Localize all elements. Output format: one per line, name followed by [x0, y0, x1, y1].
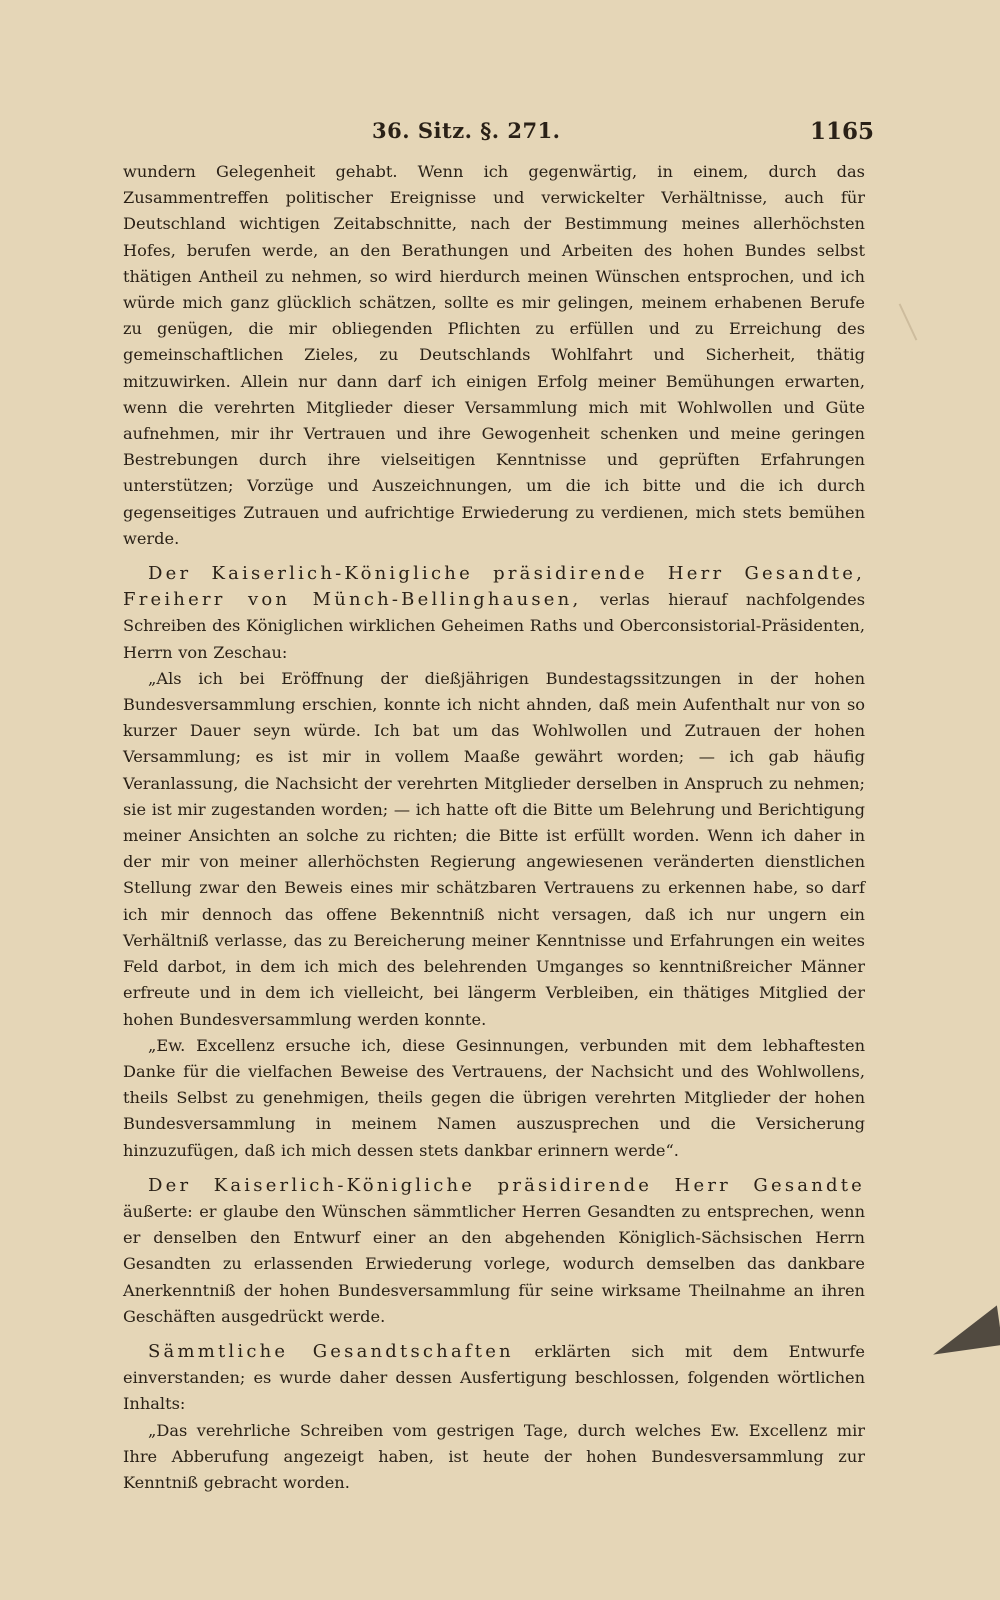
paragraph-continuation	[123, 159, 865, 552]
paragraph-letter-part-2	[123, 1033, 865, 1164]
paragraph-presiding-envoy-remarks	[123, 1173, 865, 1330]
spaced-name: Sämmtliche Gesandtschaften	[148, 1340, 514, 1362]
paragraph-text: verlas hierauf nachfolgendes Schreiben des Königlichen wirklichen Geheimen Raths und Oberconsistorial-Präsidenten, Herrn von Zeschau:	[123, 590, 866, 662]
page-corner-shadow	[928, 1305, 1000, 1354]
session-reference: 36. Sitz. §. 271.	[372, 118, 561, 143]
paragraph-text: „Das verehrliche Schreiben vom gestrigen Tage, durch welches Ew. Excellenz mir Ihre Abberufung angezeigt haben, ist heute der hohen Bundesversammlung zur Kenntniß gebracht worden.	[123, 1420, 865, 1492]
paragraph-text: „Als ich bei Eröffnung der dießjährigen Bundestagssitzungen in der hohen Bundesversammlung erschien, konnte ich nicht ahnden, daß mein Aufenthalt nur von so kurzer Dauer seyn würde. Ich bat um das Wohlwollen und Zutrauen der hohen Versammlung; es ist mir in vollem Maaße gewährt worden; — ich gab häufig Veranlassung, die Nachsicht der verehrten Mitglieder derselben in Anspruch zu nehmen; sie ist mir zugestanden worden; — ich hatte oft die Bitte um Belehrung und Berichtigung meiner Ansichten an solche zu richten; die Bitte ist erfüllt worden. Wenn ich daher in der mir von meiner allerhöchsten Regierung angewiesenen veränderten dienstlichen Stellung zwar den Beweis eines mir schätzbaren Vertrauens zu erkennen habe, so darf ich mir dennoch das offene Bekenntniß nicht versagen, daß ich nur ungern ein Verhältniß verlasse, das zu Bereicherung meiner Kenntnisse und Erfahrungen ein weites Feld darbot, in dem ich mich des belehrenden Umganges so kenntnißreicher Männer erfreute und in dem ich vielleicht, bei längerm Verbleiben, ein thätiges Mitglied der hohen Bundesversammlung werden konnte.	[123, 668, 865, 1029]
spaced-name: Der Kaiserlich-Königliche präsidirende Herr Gesandte	[148, 1174, 865, 1196]
paragraph-text: erklärten sich mit dem Entwurfe einverstanden; es wurde daher dessen Ausfertigung beschlossen, folgenden wörtlichen Inhalts:	[123, 1341, 865, 1414]
paragraph-text: wundern Gelegenheit gehabt. Wenn ich gegenwärtig, in einem, durch das Zusammentreffen politischer Ereignisse und verwickelter Verhältnisse, auch für Deutschland wichtigen Zeitabschnitte, nach der Bestimmung meines allerhöchsten Hofes, berufen werde, an den Berathungen und Arbeiten des hohen Bundes selbst thätigen Antheil zu nehmen, so wird hierdurch meinen Wünschen entsprochen, und ich würde mich ganz glücklich schätzen, sollte es mir gelingen, meinem erhabenen Berufe zu genügen, die mir obliegenden Pflichten zu erfüllen und zu Erreichung des gemeinschaftlichen Zieles, zu Deutschlands Wohlfahrt und Sicherheit, thätig mitzuwirken. Allein nur dann darf ich einigen Erfolg meiner Bemühungen erwarten, wenn die verehrten Mitglieder dieser Versammlung mich mit Wohlwollen und Güte aufnehmen, mir ihr Vertrauen und ihre Gewogenheit schenken und meine geringen Bestrebungen durch ihre vielseitigen Kenntnisse und geprüften Erfahrungen unterstützen; Vorzüge und Auszeichnungen, um die ich bitte und die ich durch gegenseitiges Zutrauen und aufrichtige Erwiederung zu verdienen, mich stets bemühen werde.	[123, 162, 865, 548]
body-text	[123, 159, 865, 1496]
paragraph-all-legations	[123, 1339, 865, 1418]
paragraph-presiding-envoy-reads	[123, 561, 865, 666]
page-number: 1165	[809, 118, 874, 145]
spaced-name: Der Kaiserlich-Königliche präsidirende Herr Gesandte, Freiherr von Münch-Bellinghausen,	[123, 563, 865, 611]
paragraph-text: „Ew. Excellenz ersuche ich, diese Gesinnungen, verbunden mit dem lebhaftesten Danke für die vielfachen Beweise des Vertrauens, der Nachsicht und des Wohlwollens, theils Selbst zu genehmigen, theils gegen die übrigen verehrten Mitglieder der hohen Bundesversammlung in meinem Namen auszusprechen und die Versicherung hinzuzufügen, daß ich mich dessen stets dankbar erinnern werde“.	[123, 1035, 865, 1160]
paragraph-text: äußerte: er glaube den Wünschen sämmtlicher Herren Gesandten zu entsprechen, wenn er denselben den Entwurf einer an den abgehenden Königlich-Sächsischen Herrn Gesandten zu erlassenden Erwiederung vorlege, wodurch demselben das dankbare Anerkenntniß der hohen Bundesversammlung für seine wirksame Theilnahme an ihren Geschäften ausgedrückt werde.	[123, 1201, 865, 1326]
page-header	[0, 118, 1000, 154]
margin-pencil-mark	[899, 303, 918, 340]
paragraph-reply-letter	[123, 1418, 865, 1497]
paragraph-letter-part-1	[123, 666, 865, 1033]
